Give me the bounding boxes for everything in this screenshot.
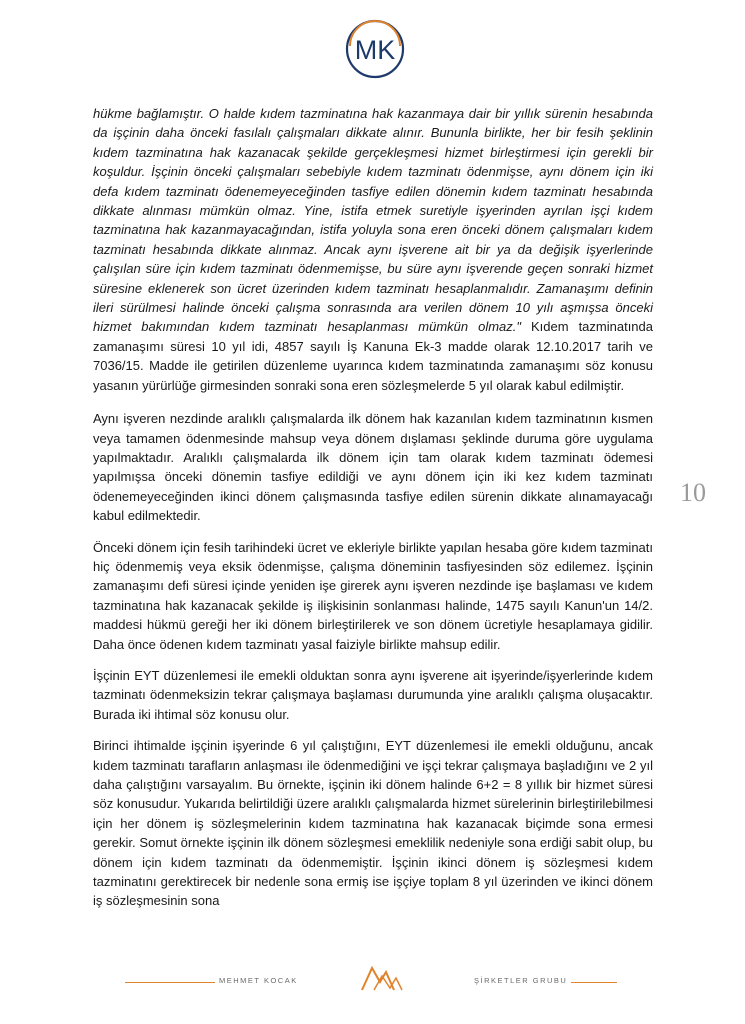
paragraph-2: Aynı işveren nezdinde aralıklı çalışmalarda ilk dönem hak kazanılan kıdem tazminatının kısmen veya tamamen ödenmesinde mahsup veya dönem dışlaması şeklinde duruma göre uygulama yapılmaktadır. Aralıklı çalışmalarda ilk dönem için tam olarak kıdem tazminatı ödemesi yapılmışsa önceki dönemin tasfiye edildiği ve aynı dönem için iki kez kıdem tazminatı ödenemeyeceğinden ikinci dönem çalışmasında tasfiye edilen sürenin dikkate alınamayacağı kabul edilmektedir. [93,411,653,524]
document-body [93,104,653,923]
logo-letters: MK [354,35,396,65]
mk-mountain-icon [360,962,404,992]
footer-company-name: MEHMET KOCAK [215,976,302,985]
paragraph-1-continuation: Kıdem tazminatında zamanaşımı süresi 10 yıl idi, 4857 sayılı İş Kanuna Ek-3 madde olarak 12.10.2017 tarih ve 7036/15. Madde ile getirilen düzenleme uyarınca kıdem tazminatında zamanaşımı söz konusu yasanın yürürlüğe girmesinden sonraki sona eren sözleşmelerde 5 yıl olarak kabul edilmiştir. [93,319,654,393]
paragraph-5: Birinci ihtimalde işçinin işyerinde 6 yıl çalıştığını, EYT düzenlemesi ile emekli olduğunu, ancak kıdem tazminatı tarafların anlaşması ile ödenmediğini ve işçi tekrar çalışmaya başladığını ve 2 yıl daha çalıştığını varsayalım. Bu örnekte, işçinin iki dönem halinde 6+2 = 8 yıllık bir hizmet süresi söz konusudur. Yukarıda belirtildiği üzere aralıklı çalışmalarda hizmet sürelerinin birleştirilebilmesi için her dönem iş sözleşmelerinin kıdem tazminatına hak kazanacak biçimde sona ermesi gerekir. Somut örnekte işçinin ilk dönem sözleşmesi emeklilik nedeniyle sona erdiği sabit olup, bu dönem için kıdem tazminatı da ödenmemiştir. İşçinin ikinci dönem iş sözleşmesi kıdem tazminatını gerektirecek bir nedenle sona ermiş ise işçiye toplam 8 yıl üzerinden ve ikinci dönem iş sözleşmesinin sona [93,738,653,909]
footer-group-label: ŞİRKETLER GRUBU [470,976,571,985]
paragraph-4: İşçinin EYT düzenlemesi ile emekli olduktan sonra aynı işverene ait işyerinde/işyerlerinde kıdem tazminatı ödenmeksizin tekrar çalışmaya başlaması durumunda yine aralıklı çalışma oluşacaktır. Burada iki ihtimal söz konusu olur. [93,667,653,722]
quoted-text: hükme bağlamıştır. O halde kıdem tazminatına hak kazanmaya dair bir yıllık sürenin hesabında da işçinin daha önceki fasılalı çalışmaları dikkate alınır. Bununla birlikte, her bir fesih şeklinin kıdem tazminatına hak kazanacak şekilde gerçekleşmesi hizmet birleştirmesi için gerekli bir koşuldur. İşçinin önceki çalışmaları sebebiyle kıdem tazminatı ödenmişse, aynı dönem için iki defa kıdem tazminatı ödenemeyeceğinden tasfiye edilen dönemin kıdem tazminatı hesabında dikkate alınması mümkün olmaz. Yine, istifa etmek suretiyle işyerinden ayrılan işçi kıdem tazminatına hak kazanmayacağından, istifa yoluyla sona eren önceki dönem çalışmaları kıdem tazminatı hesabında dikkate alınmaz. Ancak aynı işverene ait bir ya da değişik işyerlerinde çalışılan süre için kıdem tazminatı ödenmemişse, bu süre aynı işverende geçen sonraki hizmet süresine eklenerek son ücret üzerinden kıdem tazminatı hesaplanmalıdır. Zamanaşımı definin ileri sürülmesi halinde önceki çalışma sonrasında ara verilen dönem 10 yılı aşmışsa önceki hizmet bakımından kıdem tazminatı hesaplanması mümkün olmaz." [93,106,653,335]
page-number: 10 [680,478,706,507]
footer [0,958,745,998]
paragraph-3: Önceki dönem için fesih tarihindeki ücret ve ekleriyle birlikte yapılan hesaba göre kıdem tazminatı hiç ödenmemiş veya eksik ödenmişse, çalışma döneminin tasfiyesinden söz edilemez. İşçinin zamanaşımı defi süresi içinde yeniden işe girerek aynı işveren nezdinde işe başlaması ve kıdem tazminatına hak kazanacak şekilde iş ilişkisinin sonlanması halinde, 1475 sayılı Kanun'un 14/2. maddesi hükmü gereği her iki dönem birleştirilerek ve son dönem ücretiyle hesaplamaya gidilir. Daha önce ödenen kıdem tazminatı yasal faiziyle birlikte mahsup edilir. [93,539,653,652]
mk-logo-icon [344,18,406,80]
paragraph-1 [93,104,653,395]
